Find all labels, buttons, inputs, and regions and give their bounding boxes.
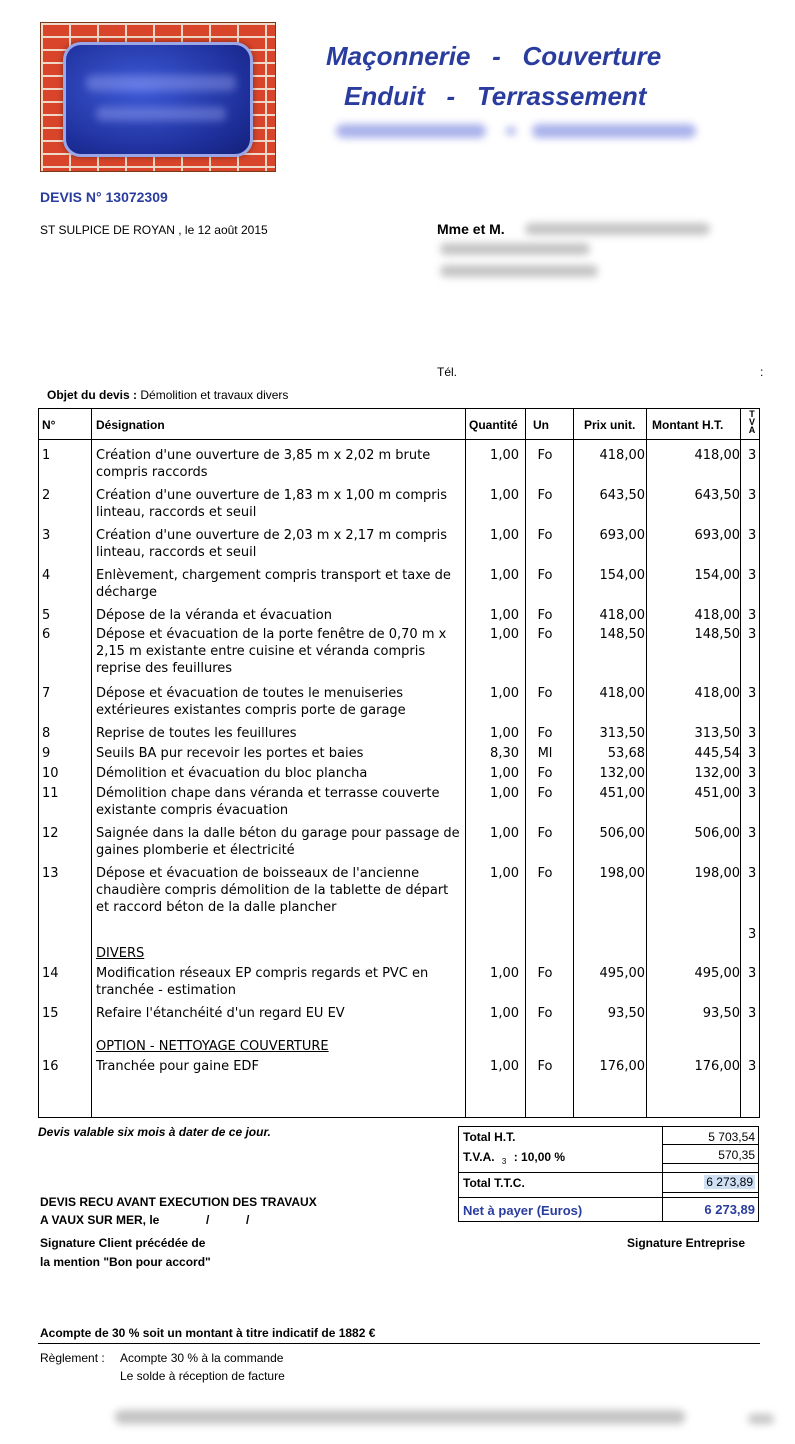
rule-line xyxy=(662,1144,758,1145)
cell-des: Démolition chape dans véranda et terrasse couverte existante compris évacuation xyxy=(96,786,440,818)
cell-num: 14 xyxy=(42,966,59,981)
cell-qty: 1,00 xyxy=(490,1006,519,1021)
cell-tva: 3 xyxy=(748,826,757,841)
logo-plate xyxy=(63,42,253,157)
company-logo xyxy=(40,22,276,172)
company-heading-line2: Enduit - Terrassement xyxy=(344,81,647,111)
cell-tva: 3 xyxy=(748,528,757,543)
cell-num: 8 xyxy=(42,726,51,741)
cell-mt: 418,00 xyxy=(694,608,740,623)
cell-un: Fo xyxy=(537,1006,553,1021)
rule-line xyxy=(740,409,741,1117)
cell-qty: 1,00 xyxy=(490,966,519,981)
cell-tva: 3 xyxy=(748,448,757,463)
cell-mt: 451,00 xyxy=(694,786,740,801)
rule-line xyxy=(646,409,647,1117)
cell-qty: 1,00 xyxy=(490,786,519,801)
cell-pu: 53,68 xyxy=(607,746,645,761)
tel-colon: : xyxy=(760,365,764,379)
cell-des: DIVERS xyxy=(96,946,145,961)
cell-tva: 3 xyxy=(748,786,757,801)
cell-des: Création d'une ouverture de 1,83 m x 1,00 m compris linteau, raccords et seuil xyxy=(96,488,448,520)
net-value: 6 273,89 xyxy=(704,1202,755,1217)
cell-qty: 1,00 xyxy=(490,726,519,741)
validity-note: Devis valable six mois à dater de ce jour. xyxy=(38,1125,271,1139)
cell-un: Fo xyxy=(537,686,553,701)
cell-un: Fo xyxy=(537,966,553,981)
cell-mt: 506,00 xyxy=(694,826,740,841)
header-designation: Désignation xyxy=(96,418,165,432)
cell-un: Fo xyxy=(537,528,553,543)
cell-pu: 198,00 xyxy=(599,866,645,881)
reglement-line2: Le solde à réception de facture xyxy=(120,1369,285,1383)
tva-amount: 570,35 xyxy=(718,1148,755,1162)
cell-pu: 495,00 xyxy=(599,966,645,981)
cell-num: 16 xyxy=(42,1059,59,1074)
cell-tva: 3 xyxy=(748,627,757,642)
cell-qty: 1,00 xyxy=(490,528,519,543)
cell-des: Dépose et évacuation de toutes le menuiseries extérieures existantes compris porte de garage xyxy=(96,686,406,718)
cell-pu: 506,00 xyxy=(599,826,645,841)
cell-des: Refaire l'étanchéité d'un regard EU EV xyxy=(96,1006,345,1021)
cell-mt: 495,00 xyxy=(694,966,740,981)
rule-line xyxy=(662,1127,663,1221)
client-label: Mme et M. xyxy=(437,221,505,237)
header-unit-price: Prix unit. xyxy=(584,418,636,432)
cell-mt: 418,00 xyxy=(694,448,740,463)
cell-un: Fo xyxy=(537,726,553,741)
signature-client-1: Signature Client précédée de xyxy=(40,1236,206,1250)
cell-pu: 418,00 xyxy=(599,448,645,463)
cell-tva: 3 xyxy=(748,488,757,503)
rule-line xyxy=(662,1192,758,1193)
cell-des: OPTION - NETTOYAGE COUVERTURE xyxy=(96,1039,329,1054)
cell-tva: 3 xyxy=(748,1059,757,1074)
cell-mt: 445,54 xyxy=(694,746,740,761)
cell-pu: 313,50 xyxy=(599,726,645,741)
rule-line xyxy=(662,1163,758,1164)
redacted-footer xyxy=(115,1410,685,1424)
cell-num: 7 xyxy=(42,686,51,701)
cell-des: Modification réseaux EP compris regards et PVC en tranchée - estimation xyxy=(96,966,429,998)
cell-qty: 1,00 xyxy=(490,766,519,781)
place-date: ST SULPICE DE ROYAN , le 12 août 2015 xyxy=(40,223,268,237)
cell-un: Fo xyxy=(537,568,553,583)
cell-mt: 313,50 xyxy=(694,726,740,741)
cell-pu: 451,00 xyxy=(599,786,645,801)
cell-pu: 148,50 xyxy=(599,627,645,642)
cell-qty: 1,00 xyxy=(490,448,519,463)
signature-entreprise: Signature Entreprise xyxy=(627,1236,746,1250)
cell-num: 5 xyxy=(42,608,51,623)
devis-number: DEVIS N° 13072309 xyxy=(40,189,168,205)
recu-line1: DEVIS RECU AVANT EXECUTION DES TRAVAUX xyxy=(40,1195,317,1209)
cell-un: Fo xyxy=(537,786,553,801)
cell-un: Ml xyxy=(537,746,553,761)
net-label: Net à payer (Euros) xyxy=(463,1203,583,1218)
divider xyxy=(38,1343,760,1344)
header-amount: Montant H.T. xyxy=(652,418,724,432)
cell-mt: 154,00 xyxy=(694,568,740,583)
cell-tva: 3 xyxy=(748,766,757,781)
total-ht-label: Total H.T. xyxy=(463,1130,516,1144)
label-part: : 10,00 % xyxy=(513,1150,566,1164)
tel-label: Tél. xyxy=(437,365,458,379)
cell-des: Dépose de la véranda et évacuation xyxy=(96,608,332,623)
total-ht-value: 5 703,54 xyxy=(708,1130,755,1144)
redacted-footer-2 xyxy=(748,1414,774,1424)
cell-un: Fo xyxy=(537,826,553,841)
cell-pu: 93,50 xyxy=(607,1006,645,1021)
cell-qty: 1,00 xyxy=(490,568,519,583)
cell-pu: 643,50 xyxy=(599,488,645,503)
cell-num: 13 xyxy=(42,866,59,881)
redacted-client-name xyxy=(525,223,710,235)
signature-client-2: la mention "Bon pour accord" xyxy=(40,1255,211,1269)
redacted-client-address xyxy=(440,243,590,255)
cell-un: Fo xyxy=(537,448,553,463)
cell-un: Fo xyxy=(537,766,553,781)
rule-line xyxy=(459,1197,758,1198)
rule-line xyxy=(459,1172,758,1173)
cell-des: Création d'une ouverture de 2,03 m x 2,17 m compris linteau, raccords et seuil xyxy=(96,528,448,560)
cell-qty: 1,00 xyxy=(490,866,519,881)
cell-pu: 418,00 xyxy=(599,608,645,623)
cell-mt: 418,00 xyxy=(694,686,740,701)
rule-line xyxy=(39,439,759,440)
label-part: 3 xyxy=(501,1157,507,1167)
cell-des: Démolition et évacuation du bloc plancha xyxy=(96,766,368,781)
cell-pu: 132,00 xyxy=(599,766,645,781)
objet-label: Objet du devis : xyxy=(47,388,138,402)
cell-mt: 148,50 xyxy=(694,627,740,642)
redacted-contact-2 xyxy=(532,124,696,138)
acompte-line: Acompte de 30 % soit un montant à titre indicatif de 1882 € xyxy=(40,1326,376,1340)
cell-mt: 93,50 xyxy=(702,1006,740,1021)
redacted-contact-sep xyxy=(506,127,516,135)
header-quantity: Quantité xyxy=(469,418,518,432)
cell-tva: 3 xyxy=(748,726,757,741)
cell-tva: 3 xyxy=(748,866,757,881)
cell-des: Tranchée pour gaine EDF xyxy=(96,1059,259,1074)
cell-des: Seuils BA pur recevoir les portes et baies xyxy=(96,746,364,761)
cell-des: Dépose et évacuation de la porte fenêtre de 0,70 m x 2,15 m existante entre cuisine et véranda compris reprise des feuillures xyxy=(96,627,447,676)
objet-row xyxy=(47,388,288,402)
cell-des: Enlèvement, chargement compris transport et taxe de décharge xyxy=(96,568,451,600)
cell-un: Fo xyxy=(537,608,553,623)
cell-num: 4 xyxy=(42,568,51,583)
cell-pu: 418,00 xyxy=(599,686,645,701)
company-heading-line1: Maçonnerie - Couverture xyxy=(326,41,662,71)
reglement-label: Règlement : xyxy=(40,1351,105,1365)
cell-qty: 1,00 xyxy=(490,488,519,503)
totals-box xyxy=(458,1126,759,1222)
header-unit: Un xyxy=(533,418,549,432)
cell-qty: 8,30 xyxy=(490,746,519,761)
quote-table xyxy=(38,408,760,1118)
cell-tva: 3 xyxy=(748,686,757,701)
cell-des: Reprise de toutes les feuillures xyxy=(96,726,297,741)
cell-un: Fo xyxy=(537,627,553,642)
cell-tva: 3 xyxy=(748,966,757,981)
cell-num: 12 xyxy=(42,826,59,841)
redacted-client-city xyxy=(440,265,598,277)
cell-tva: 3 xyxy=(748,1006,757,1021)
cell-des: Saignée dans la dalle béton du garage pour passage de gaines plomberie et électricité xyxy=(96,826,460,858)
objet-value: Démolition et travaux divers xyxy=(140,388,289,402)
tva-label xyxy=(463,1150,565,1166)
cell-un: Fo xyxy=(537,488,553,503)
cell-qty: 1,00 xyxy=(490,686,519,701)
cell-des: Dépose et évacuation de boisseaux de l'ancienne chaudière compris démolition de la tablette de départ et raccord béton de la dalle plancher xyxy=(96,866,449,915)
cell-num: 6 xyxy=(42,627,51,642)
cell-qty: 1,00 xyxy=(490,1059,519,1074)
redacted-contact xyxy=(336,124,486,138)
ttc-value: 6 273,89 xyxy=(706,1175,753,1189)
cell-mt: 643,50 xyxy=(694,488,740,503)
cell-pu: 176,00 xyxy=(599,1059,645,1074)
cell-mt: 132,00 xyxy=(694,766,740,781)
cell-num: 1 xyxy=(42,448,51,463)
cell-qty: 1,00 xyxy=(490,826,519,841)
header-num: N° xyxy=(42,418,56,432)
cell-num: 9 xyxy=(42,746,51,761)
cell-tva: 3 xyxy=(748,927,757,942)
cell-num: 15 xyxy=(42,1006,59,1021)
cell-un: Fo xyxy=(537,1059,553,1074)
cell-tva: 3 xyxy=(748,746,757,761)
cell-pu: 154,00 xyxy=(599,568,645,583)
cell-mt: 693,00 xyxy=(694,528,740,543)
header-tva-text: TVA xyxy=(748,409,756,435)
cell-num: 10 xyxy=(42,766,59,781)
cell-tva: 3 xyxy=(748,568,757,583)
cell-qty: 1,00 xyxy=(490,627,519,642)
cell-un: Fo xyxy=(537,866,553,881)
cell-mt: 176,00 xyxy=(694,1059,740,1074)
header-tva xyxy=(744,410,760,434)
cell-tva: 3 xyxy=(748,608,757,623)
cell-num: 3 xyxy=(42,528,51,543)
cell-qty: 1,00 xyxy=(490,608,519,623)
cell-mt: 198,00 xyxy=(694,866,740,881)
recu-line2: A VAUX SUR MER, le / / xyxy=(40,1213,250,1227)
cell-num: 11 xyxy=(42,786,59,801)
rule-line xyxy=(91,409,92,1117)
cell-pu: 693,00 xyxy=(599,528,645,543)
cell-des: Création d'une ouverture de 3,85 m x 2,02 m brute compris raccords xyxy=(96,448,431,480)
cell-num: 2 xyxy=(42,488,51,503)
reglement-line1: Acompte 30 % à la commande xyxy=(120,1351,284,1365)
ttc-label: Total T.T.C. xyxy=(463,1176,525,1190)
label-part: T.V.A. xyxy=(463,1150,495,1164)
